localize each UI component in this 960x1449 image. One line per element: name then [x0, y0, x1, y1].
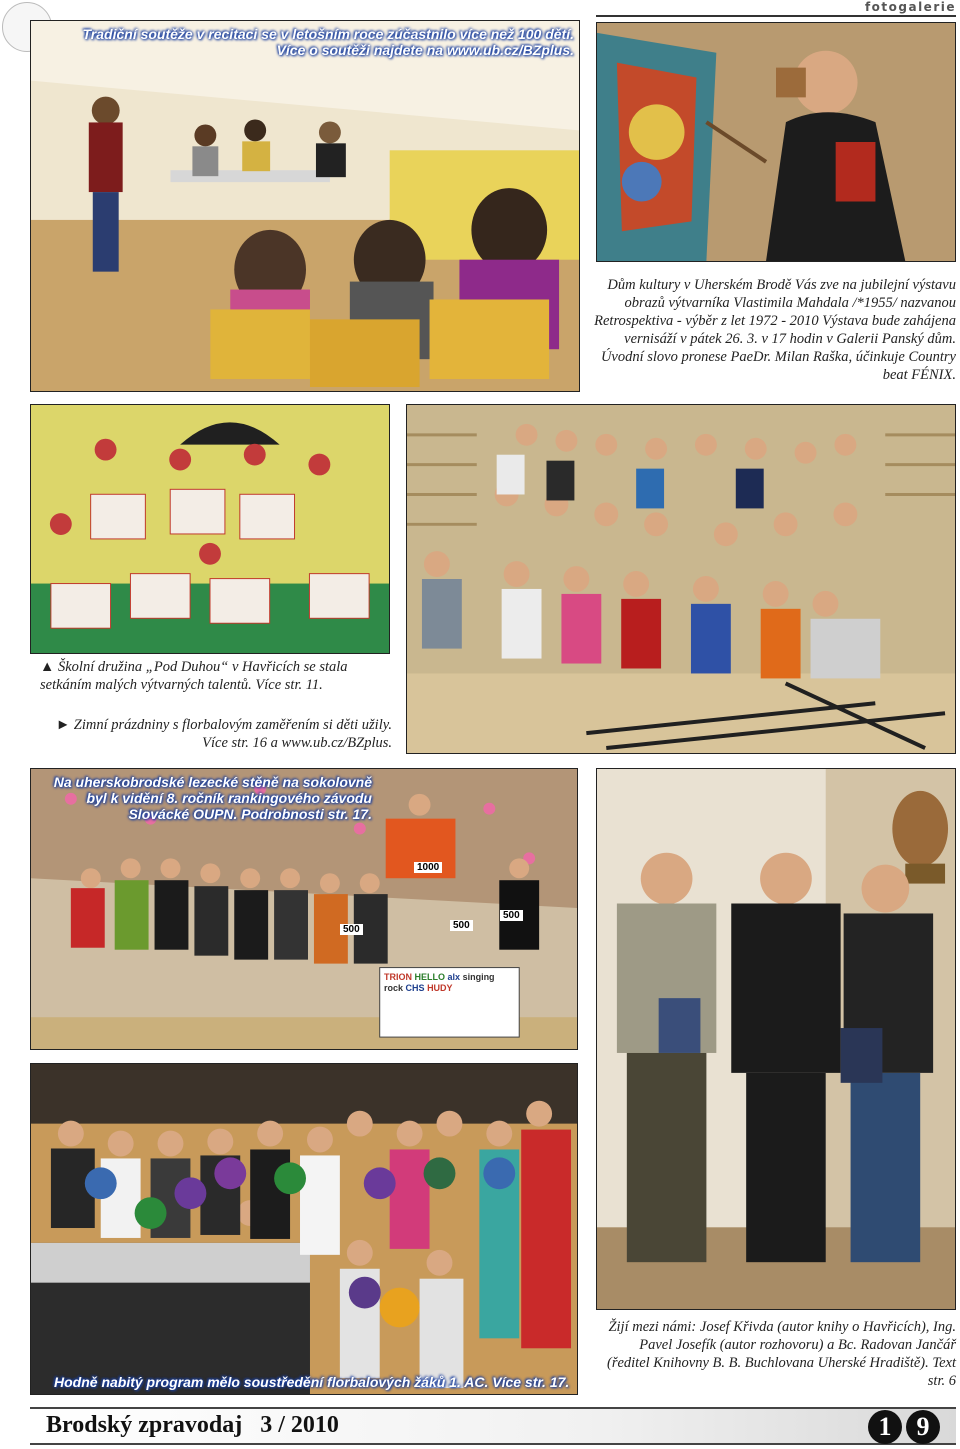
- publication-title: Brodský zpravodaj 3 / 2010: [46, 1412, 339, 1438]
- photo-bowling: [30, 1063, 578, 1395]
- photo-authors: [596, 768, 956, 1310]
- banner-500-left: 500: [340, 924, 363, 935]
- overlay-climbing: Na uherskobrodské lezecké stěně na sokolovně byl k vidění 8. ročník rankingového závodu Slovácké OUPN. Podrobnosti str. 17.: [53, 774, 372, 822]
- sponsor-logo: HUDY: [427, 983, 453, 993]
- banner-1000: 1000: [414, 862, 442, 873]
- photo-recitation: [30, 20, 580, 392]
- photo-florbal: [406, 404, 956, 754]
- photo-druzina: [30, 404, 390, 654]
- sponsor-logos: [384, 972, 514, 994]
- caption-exhibition: Dům kultury v Uherském Brodě Vás zve na jubilejní výstavu obrazů výtvarníka Vlastimila Mahdala /*1955/ nazvanou Retrospektiva - výběr z let 1972 - 2010 Výstava bude zahájena vernisáží v pátek 26. 3. v 17 hodin v Galerii Panský dům. Úvodní slovo pronese PaeDr. Milan Raška, účinkuje Country beat FÉNIX.: [594, 277, 956, 383]
- sponsor-logo: alx: [447, 972, 461, 982]
- banner-500-mid: 500: [450, 920, 473, 931]
- page-number-digit: 9: [906, 1410, 940, 1444]
- page-number-digit: 1: [868, 1410, 902, 1444]
- section-label: fotogalerie: [864, 0, 956, 14]
- section-rule: [596, 15, 956, 17]
- caption-florbal: ► Zimní prázdniny s florbalovým zaměřením si děti užily. Více str. 16 a www.ub.cz/BZplus.: [55, 717, 392, 751]
- caption-druzina: ▲ Školní družina „Pod Duhou“ v Havřicích se stala setkáním malých výtvarných talentů. Více str. 11.: [40, 659, 348, 693]
- caption-authors: Žijí mezi námi: Josef Křivda (autor knihy o Havřicích), Ing. Pavel Josefík (autor rozhovoru) a Bc. Radovan Jančář (ředitel Knihovny B. B. Buchlovana Uherské Hradiště). Text str. 6: [607, 1319, 956, 1389]
- banner-500-right: 500: [500, 910, 523, 921]
- photo-painter: [596, 22, 956, 262]
- sponsor-logo: singing rock: [384, 972, 495, 993]
- overlay-recitation: Tradiční soutěže v recitaci se v letošním roce zúčastnilo více než 100 dětí. Více o soutěži najdete na www.ub.cz/BZplus.: [82, 26, 574, 58]
- sponsor-logo: CHS: [405, 983, 425, 993]
- sponsor-logo: HELLO: [414, 972, 446, 982]
- sponsor-logo: TRION: [384, 972, 412, 982]
- overlay-bowling: Hodně nabitý program mělo soustředění florbalových žáků 1. AC. Více str. 17.: [54, 1374, 570, 1390]
